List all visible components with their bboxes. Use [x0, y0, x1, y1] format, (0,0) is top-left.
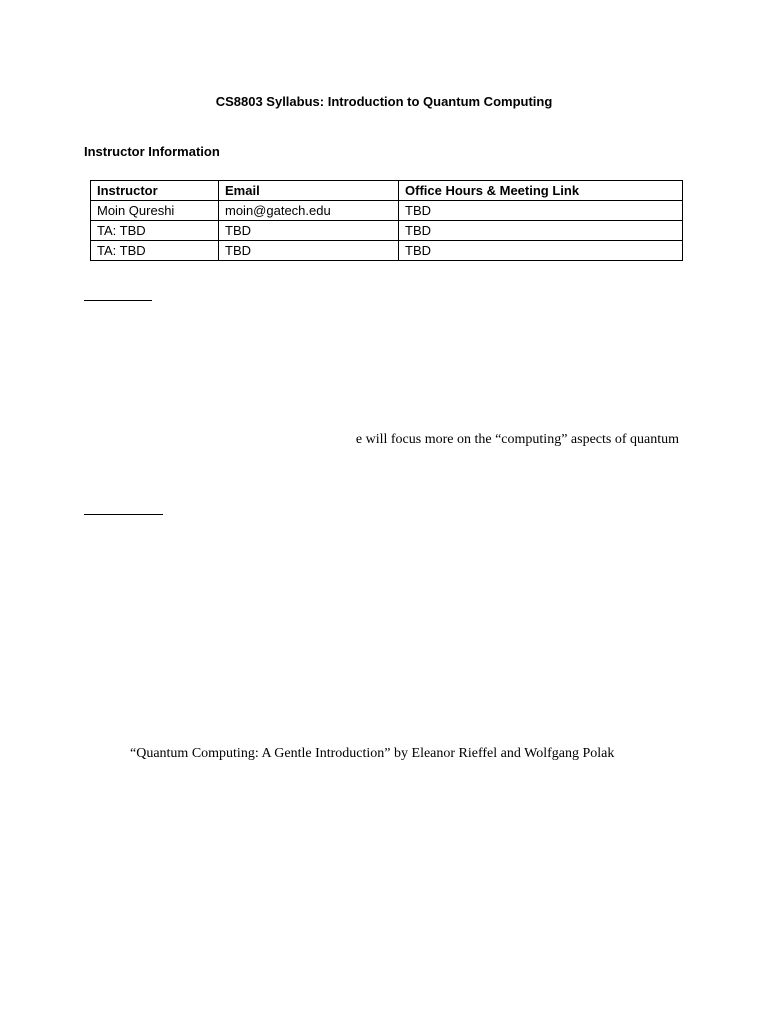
column-header-email: Email	[219, 181, 399, 201]
course-focus-text-fragment: e will focus more on the “computing” aspects of quantum	[355, 432, 679, 447]
email-cell: moin@gatech.edu	[219, 201, 399, 221]
instructor-cell: TA: TBD	[91, 241, 219, 261]
table-header-row	[91, 181, 683, 201]
heading-underline	[84, 514, 163, 515]
instructor-cell: Moin Qureshi	[91, 201, 219, 221]
instructor-cell: TA: TBD	[91, 221, 219, 241]
column-header-office-hours: Office Hours & Meeting Link	[399, 181, 683, 201]
table-row	[91, 241, 683, 261]
table-row	[91, 201, 683, 221]
office-hours-cell: TBD	[399, 241, 683, 261]
heading-underline	[84, 300, 152, 301]
office-hours-cell: TBD	[399, 221, 683, 241]
document-title: CS8803 Syllabus: Introduction to Quantum Computing	[215, 94, 553, 109]
table-row	[91, 221, 683, 241]
office-hours-cell: TBD	[399, 201, 683, 221]
textbook-citation: “Quantum Computing: A Gentle Introduction” by Eleanor Rieffel and Wolfgang Polak	[130, 746, 615, 761]
column-header-instructor: Instructor	[91, 181, 219, 201]
email-cell: TBD	[219, 241, 399, 261]
instructor-table	[90, 180, 683, 261]
instructor-information-heading: Instructor Information	[84, 144, 220, 159]
email-cell: TBD	[219, 221, 399, 241]
